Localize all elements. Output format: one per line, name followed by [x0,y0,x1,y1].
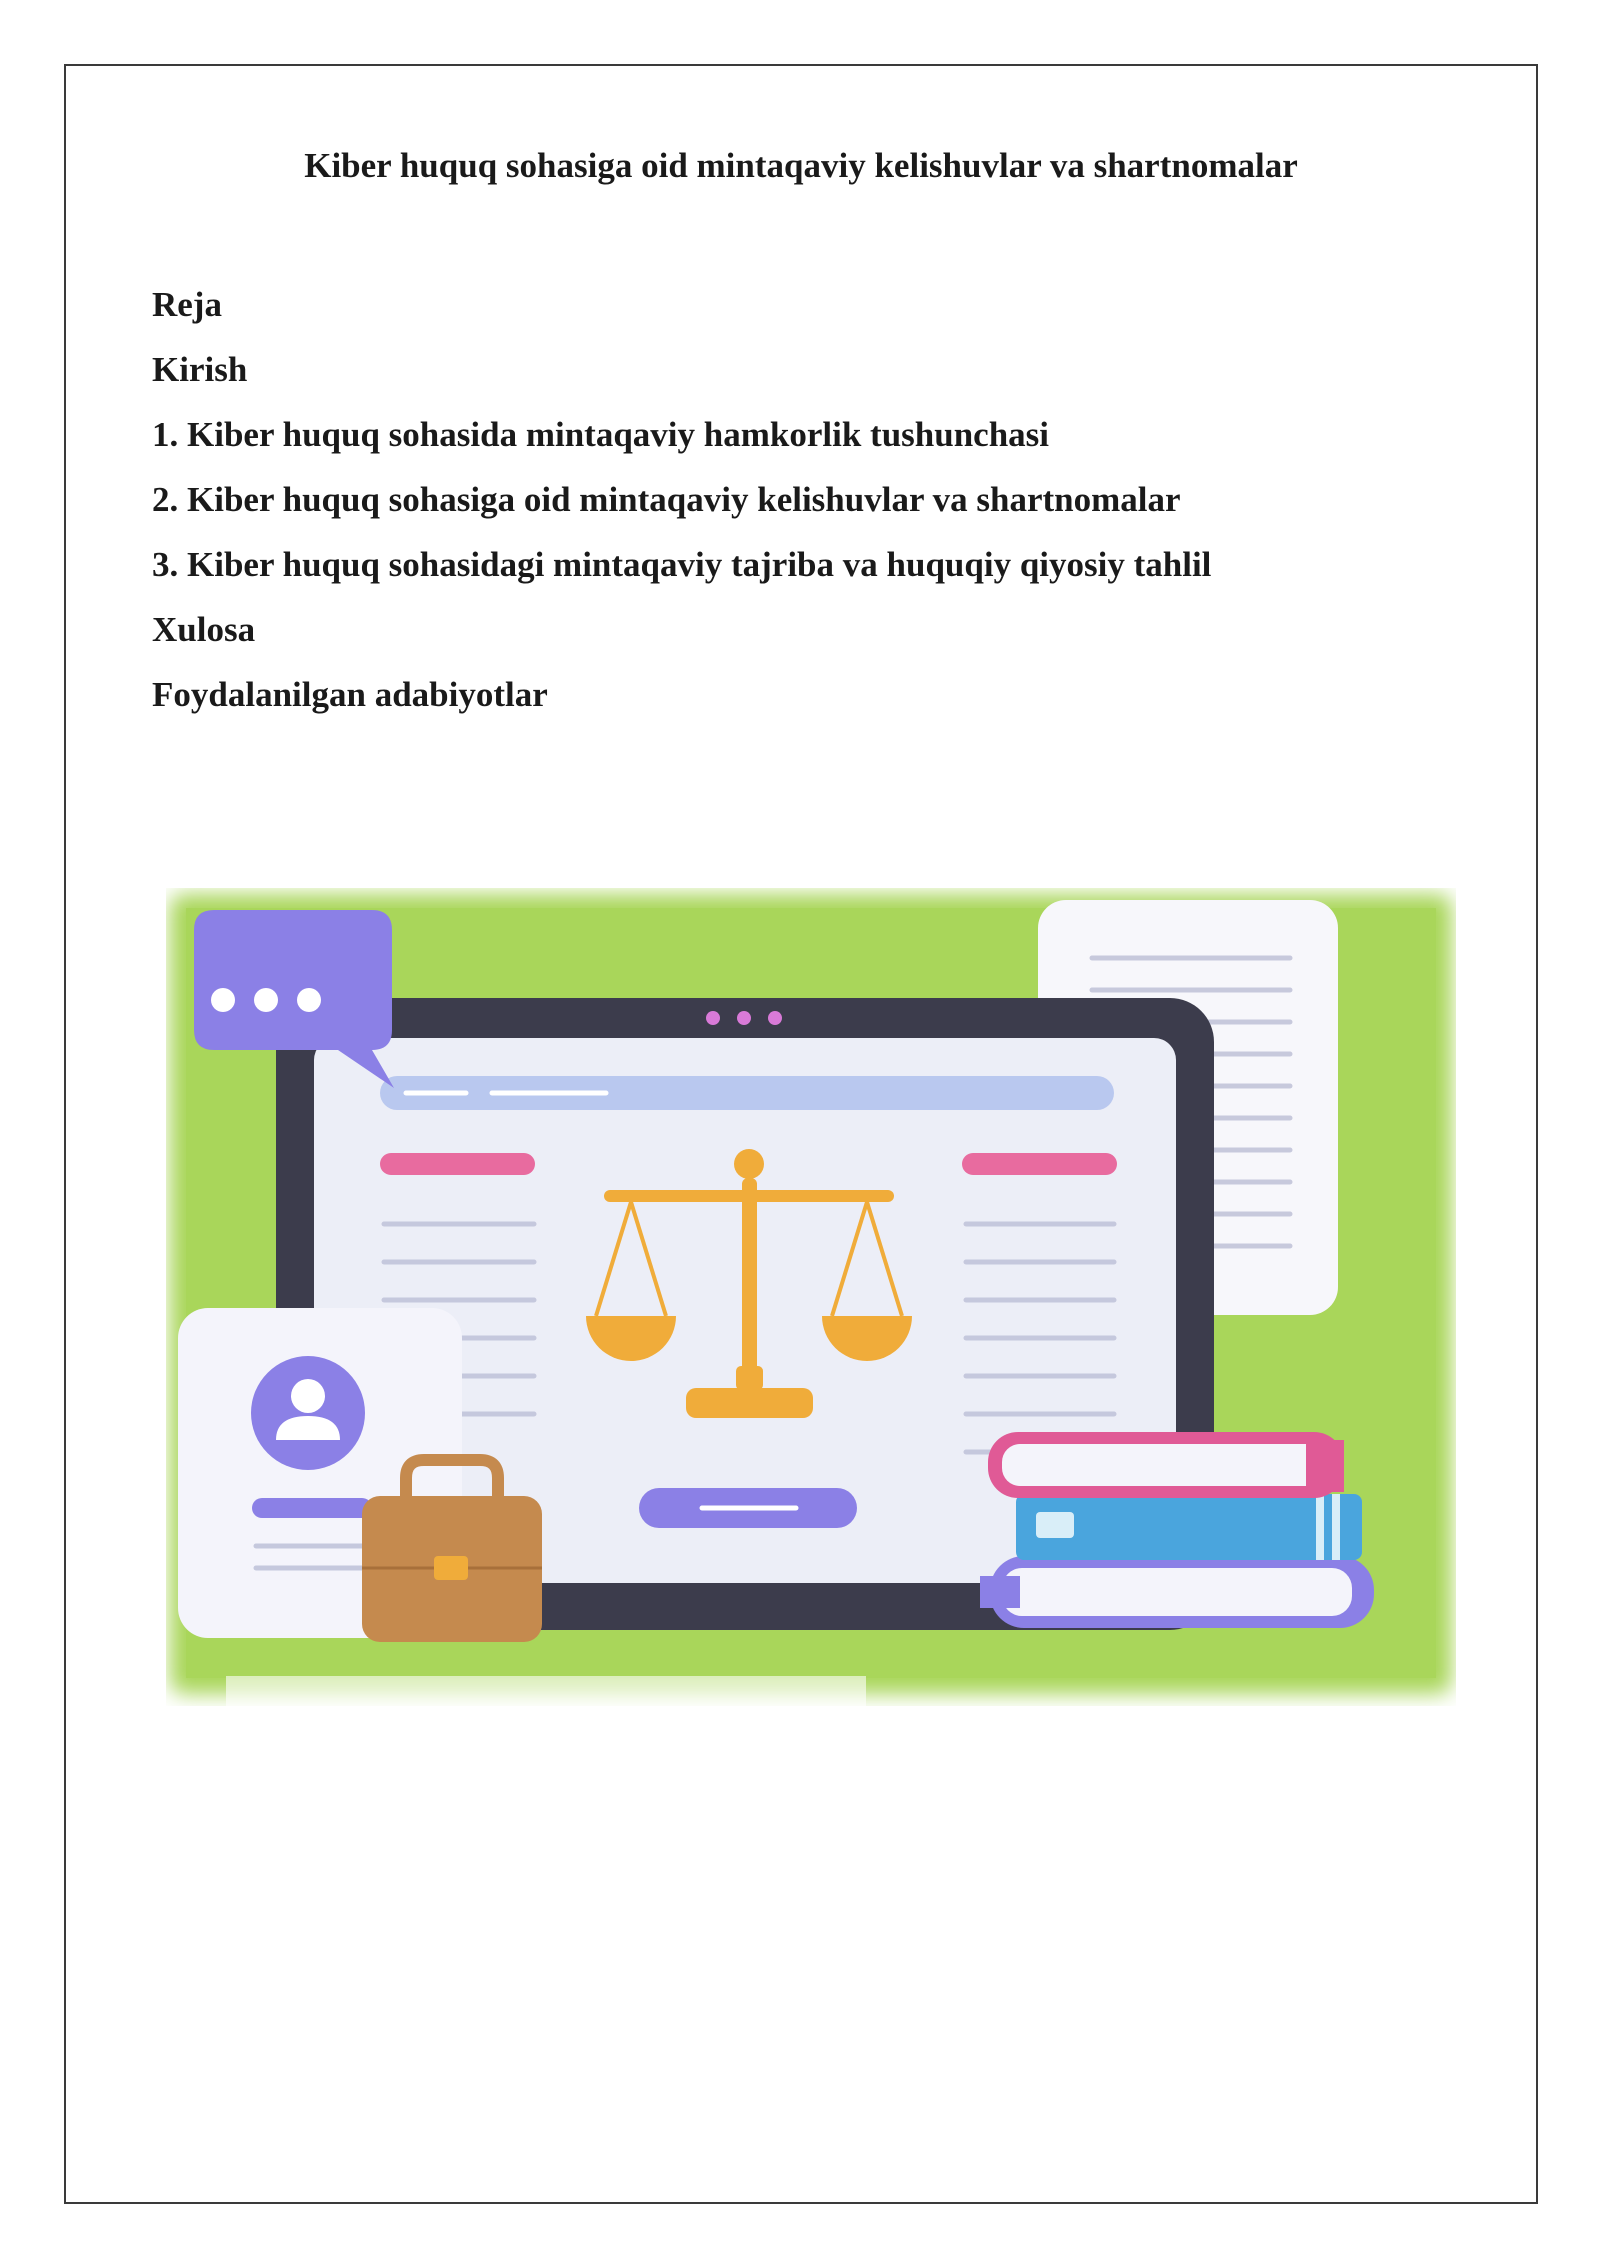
document-title: Kiber huquq sohasiga oid mintaqaviy kelishuvlar va shartnomalar [304,146,1298,185]
plan-item-2: 2. Kiber huquq sohasiga oid mintaqaviy kelishuvlar va shartnomalar [152,480,1181,519]
plan-item-conclusion: Xulosa [152,610,256,649]
plan-item-references: Foydalanilgan adabiyotlar [152,675,548,714]
law-illustration [166,888,1456,1706]
plan-item-3: 3. Kiber huquq sohasidagi mintaqaviy tajriba va huquqiy qiyosiy tahlil [152,545,1212,584]
plan-heading: Reja [152,285,222,324]
books-stack-icon [980,1432,1374,1628]
plan-list [152,276,1211,731]
plan-item-introduction: Kirish [152,350,248,389]
plan-item-1: 1. Kiber huquq sohasida mintaqaviy hamkorlik tushunchasi [152,415,1050,454]
